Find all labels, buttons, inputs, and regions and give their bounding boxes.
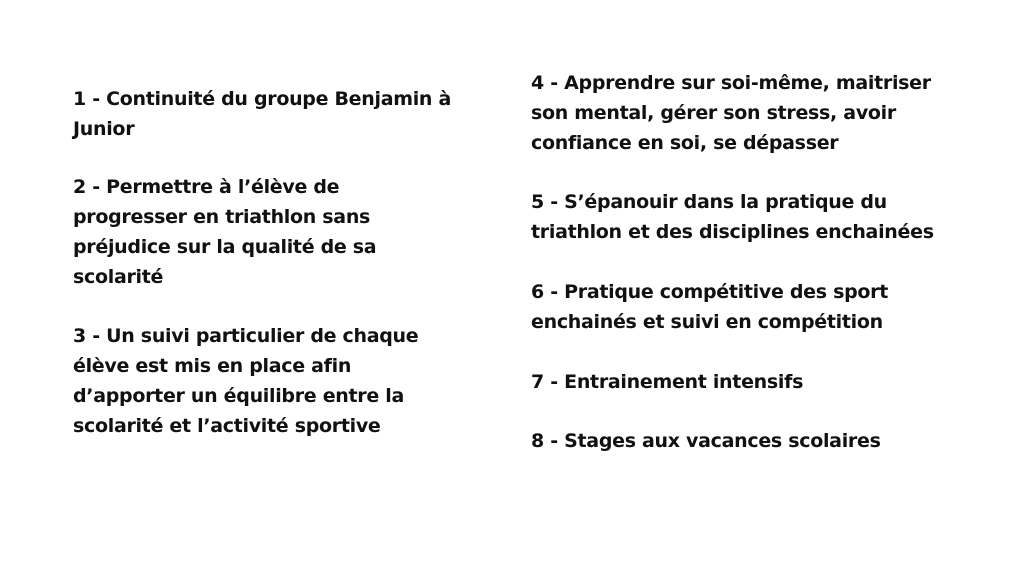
list-item-6: 6 - Pratique compétitive des sport enchainés et suivi en compétition xyxy=(531,281,888,333)
list-item-5: 5 - S’épanouir dans la pratique du triathlon et des disciplines enchainées xyxy=(531,191,934,243)
list-item-2: 2 - Permettre à l’élève de progresser en triathlon sans préjudice sur la qualité de sa scolarité xyxy=(73,176,377,288)
list-item-7: 7 - Entrainement intensifs xyxy=(531,371,804,393)
list-item-3: 3 - Un suivi particulier de chaque élève est mis en place afin d’apporter un équilibre entre la scolarité et l’activité sportive xyxy=(73,325,419,437)
list-item-4: 4 - Apprendre sur soi-même, maitriser son mental, gérer son stress, avoir confiance en soi, se dépasser xyxy=(531,72,931,154)
list-item-1: 1 - Continuité du groupe Benjamin à Junior xyxy=(73,88,451,140)
list-item-8: 8 - Stages aux vacances scolaires xyxy=(531,430,881,452)
